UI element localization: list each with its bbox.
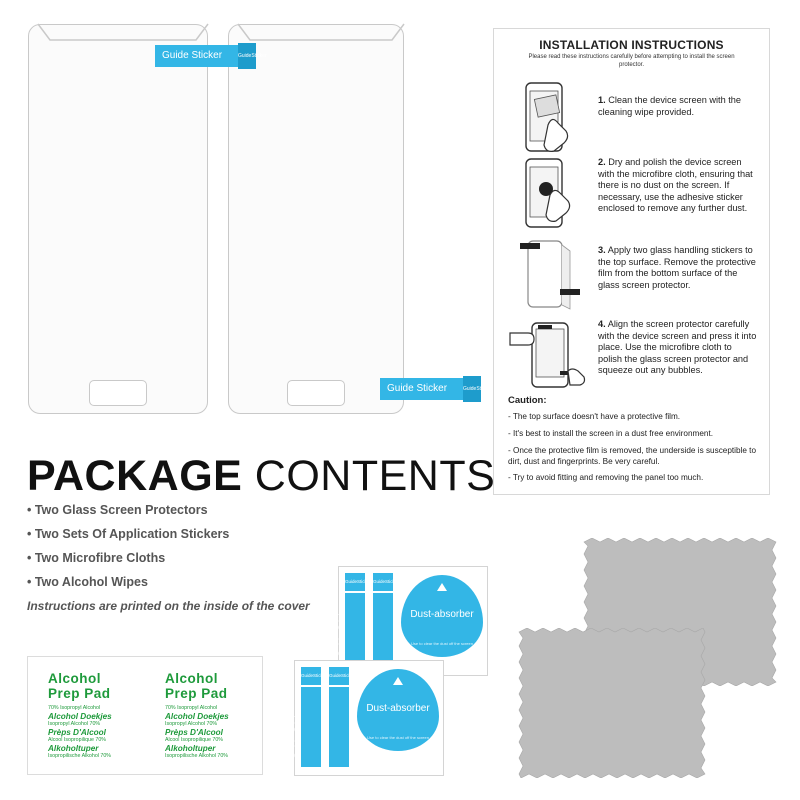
title-bold: PACKAGE [27,452,243,500]
pad-title: Prep Pad [165,686,228,701]
step-text: Apply two glass handling stickers to the top surface. Remove the protective film from the bottom surface of the glass screen protector. [598,245,756,290]
sticker-head: GuideSticker [345,573,365,591]
package-item: • Two Alcohol Wipes [27,575,148,589]
strip-label: Guide Sticker [365,602,375,657]
sticker-head: GuideSticker [301,667,321,685]
arrow-up-icon [437,583,447,591]
instructions-panel [493,28,770,495]
pad-subtitle: Prèps D'Alcool [48,728,106,737]
step-4 [598,319,758,377]
strip-label: Guide Sticker [293,704,303,759]
guide-sticker-fold: GuideSticker [463,376,481,402]
pad-line: Isopropilische Alkohol 70% [165,753,229,759]
instructions-title: INSTALLATION INSTRUCTIONS [539,38,724,52]
pad-right [165,671,275,760]
step-2 [598,157,758,215]
sticker-strip [293,687,321,767]
align-protector-icon [508,319,588,391]
package-item: • Two Glass Screen Protectors [27,503,208,517]
guide-sticker-bottom: Guide Sticker [380,378,464,400]
step-number: 2. [598,157,606,167]
home-button-cutout [287,380,345,406]
instructions-subtitle: Please read these instructions carefully before attempting to install the screen protector. [528,54,735,68]
home-button-cutout [89,380,147,406]
pad-line: 70% Isopropyl Alcohol [165,705,218,711]
pad-subtitle: Alkoholtuper [165,744,216,753]
drop-small: Use to clear the dust off the screen [411,641,473,646]
instructions-note: Instructions are printed on the inside of the cover [27,599,310,613]
pad-subtitle: Alkoholtuper [48,744,99,753]
step-text: Dry and polish the device screen with the microfibre cloth, ensuring that there is no dust on the screen. If necessary, use the adhesive sticker enclosed to remove any further dust. [598,157,753,213]
strip-label: Guide Sticker [337,602,347,657]
glass-protector-2 [228,24,404,414]
drop-label: Dust-absorber [366,703,430,714]
pad-left [48,671,158,760]
guide-sticker-fold: GuideSticker [238,43,256,69]
sticker-head: GuideSticker [373,573,393,591]
title-light: CONTENTS [254,452,496,500]
package-item: • Two Microfibre Cloths [27,551,166,565]
pad-subtitle: Prèps D'Alcool [165,728,223,737]
sticker-strip [337,593,365,665]
phone-wipe-icon [522,81,582,161]
step-number: 1. [598,95,606,105]
arrow-up-icon [393,677,403,685]
drop-small: Use to clear the dust off the screen [367,735,429,740]
caution-item: - Once the protective film is removed, the underside is susceptible to dirt, dust and fingerprints. Be very careful. [508,446,757,466]
step-number: 4. [598,319,606,329]
microfibre-cloth-front [515,628,709,778]
caution-item: - Try to avoid fitting and removing the panel too much. [508,473,704,482]
package-contents-title [27,452,495,500]
pad-line: Isopropyl Alcohol 70% [48,721,101,727]
caution-item: - It's best to install the screen in a dust free environment. [508,429,713,438]
step-number: 3. [598,245,606,255]
glass-protector-1 [28,24,208,414]
sticker-card-front [294,660,444,776]
pad-line: Isopropilische Alkohol 70% [48,753,112,759]
sticker-head: GuideSticker [329,667,349,685]
glass-stickers-icon [518,237,582,317]
sticker-strip [365,593,393,665]
step-3 [598,245,758,291]
step-text: Align the screen protector carefully with the device screen and press it into place. Use the microfibre cloth to polish the glass screen protector and squeeze out any bubbles. [598,319,757,375]
pad-line: Isopropyl Alcohol 70% [165,721,218,727]
guide-sticker-top: Guide Sticker [155,45,239,67]
pad-title: Prep Pad [48,686,111,701]
step-text: Clean the device screen with the cleaning wipe provided. [598,95,742,117]
phone-polish-icon [522,157,582,237]
drop-label: Dust-absorber [410,609,474,620]
dust-absorber-sticker [357,669,439,751]
caution-item: - The top surface doesn't have a protective film. [508,412,681,421]
pad-title: Alcohol [48,671,101,686]
step-1 [598,95,758,118]
alcohol-prep-pad [27,656,263,775]
pad-line: Alcool Isopropilique 70% [165,737,224,743]
pad-title: Alcohol [165,671,218,686]
dust-absorber-sticker [401,575,483,657]
pad-line: 70% Isopropyl Alcohol [48,705,101,711]
strip-label: Guide Sticker [321,704,331,759]
pad-subtitle: Alcohol Doekjes [165,712,229,721]
package-item: • Two Sets Of Application Stickers [27,527,230,541]
caution-title: Caution: [508,395,547,406]
sticker-strip [321,687,349,767]
pad-subtitle: Alcohol Doekjes [48,712,112,721]
pad-line: Alcool Isopropilique 70% [48,737,107,743]
